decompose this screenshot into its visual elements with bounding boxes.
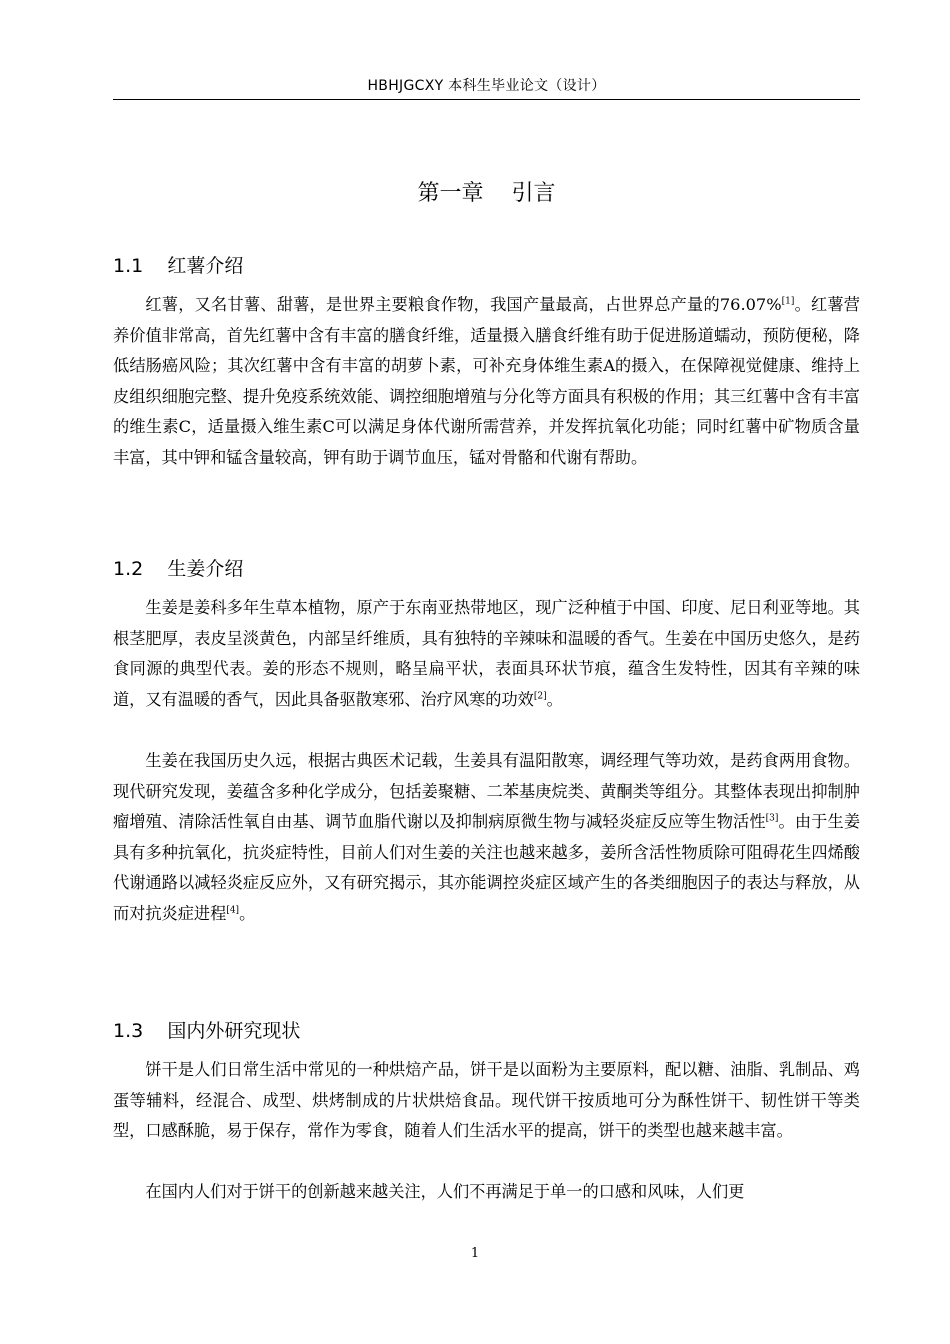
citation-marker: [3] <box>765 813 779 824</box>
header-rule <box>113 99 860 100</box>
paragraph-text: 。由于生姜具有多种抗氧化，抗炎症特性，目前人们对生姜的关注也越来越多，姜所含活性物质除可阻碍花生四烯酸代谢通路以减轻炎症反应外，又有研究揭示，其亦能调控炎症区域产生的各类细胞因子的表达与释放，从而对抗炎症进程 <box>113 812 861 923</box>
paragraph-text: 。 <box>239 903 256 923</box>
paragraph-text: 红薯，又名甘薯、甜薯，是世界主要粮食作物，我国产量最高，占世界总产量的76.07% <box>145 295 782 314</box>
paragraph-text: 生姜是姜科多年生草本植物，原产于东南亚热带地区，现广泛种植于中国、印度、尼日利亚等地。其根茎肥厚，表皮呈淡黄色，内部呈纤维质，具有独特的辛辣味和温暖的香气。生姜在中国历史悠久，是药食同源的典型代表。姜的形态不规则，略呈扁平状，表面具环状节痕，蕴含生发特性，因其有辛辣的味道，又有温暖的香气，因此具备驱散寒邪、治疗风寒的功效 <box>113 598 860 709</box>
paragraph <box>113 1177 860 1208</box>
paragraph <box>113 593 860 715</box>
paragraph-text: 在国内人们对于饼干的创新越来越关注，人们不再满足于单一的口感和风味，人们更 <box>145 1182 745 1201</box>
running-header: HBHJGCXY 本科生毕业论文（设计） <box>367 78 606 94</box>
paragraph-text: 生姜在我国历史久远，根据古典医术记载，生姜具有温阳散寒，调经理气等功效，是药食两用食物。现代研究发现，姜蕴含多种化学成分，包括姜聚糖、二苯基庚烷类、黄酮类等组分。其整体表现出抑制肿瘤增殖、清除活性氧自由基、调节血脂代谢以及抑制病原微生物与减轻炎症反应等生物活性 <box>113 751 860 831</box>
section-heading-1-2: 1.2 生姜介绍 <box>113 558 244 580</box>
citation-marker: [4] <box>226 905 240 916</box>
paragraph-text: 。 <box>546 689 563 709</box>
paragraph <box>113 746 860 929</box>
paragraph <box>113 290 860 473</box>
chapter-title: 第一章 引言 <box>417 181 556 206</box>
paragraph-text: 饼干是人们日常生活中常见的一种烘焙产品，饼干是以面粉为主要原料，配以糖、油脂、乳制品、鸡蛋等辅料，经混合、成型、烘烤制成的片状烘焙食品。现代饼干按质地可分为酥性饼干、韧性饼干等类型，口感酥脆，易于保存，常作为零食，随着人们生活水平的提高，饼干的类型也越来越丰富。 <box>113 1060 860 1140</box>
citation-marker: [2] <box>533 691 547 702</box>
citation-marker: [1] <box>781 296 795 307</box>
paragraph-text: 。红薯营养价值非常高，首先红薯中含有丰富的膳食纤维，适量摄入膳食纤维有助于促进肠道蠕动，预防便秘，降低结肠癌风险；其次红薯中含有丰富的胡萝卜素，可补充身体维生素A的摄入，在保障视觉健康、维持上皮组织细胞完整、提升免疫系统效能、调控细胞增殖与分化等方面具有积极的作用；其三红薯中含有丰富的维生素C，适量摄入维生素C可以满足身体代谢所需营养，并发挥抗氧化功能；同时红薯中矿物质含量丰富，其中钾和锰含量较高，钾有助于调节血压，锰对骨骼和代谢有帮助。 <box>113 295 860 467</box>
section-heading-1-3: 1.3 国内外研究现状 <box>113 1020 301 1042</box>
page-number: 1 <box>470 1246 480 1261</box>
paragraph <box>113 1055 860 1147</box>
section-heading-1-1: 1.1 红薯介绍 <box>113 255 244 277</box>
